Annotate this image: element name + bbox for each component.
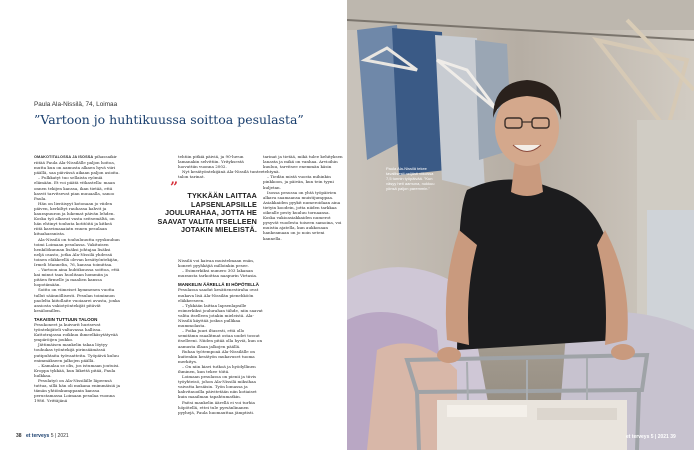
portrait-photo — [347, 0, 694, 450]
paragraph: – Poika juuri iltasesti, että ollo semitämn raaalitmat ostaa uudet tossut itselleeni. Niiden pitää olla hyviä, kun on aamusta illaan jalkojen päällä. — [178, 328, 263, 349]
paragraph: Pesulatyö on Ala-Nissilälle läpeensä tuttua, sillä hän oli mukana enimmäisiä ja tämän yhtiönkumppanin kanssa perustamassa Loimaan pesulaa vuonna 1986. Yrittäjänä — [34, 378, 120, 404]
article-column-1 — [34, 154, 120, 404]
issue-number-right: 5 | 2021 39 — [650, 434, 676, 440]
subheading: MANKELIN ÄÄRELLÄ EI HÖPÖTELLÄ — [178, 282, 259, 288]
paragraph: Isossa pesussa on yhtä työpäivien alkava saamaansa muistijumppaa. Asiakkaiden pyykit numeroidaan aina tietyin koodein, jotta niiden tarkkaa oikealle pesty kuuluu tornaansa. Koska vakioasiakkaiden numerot pysyvät vuodesta toiseen samoina, voi muistia ajatella, kun aukkosaan hankeamaan on jo noin seteni kannella. — [263, 189, 342, 241]
byline: Paula Ala-Nissilä, 74, Loimaa — [34, 101, 118, 108]
headline: ”Vartoon jo huhtikuussa soittoa pesulasta” — [34, 112, 304, 127]
paragraph: Hän on lieräisyyt kotonaan jo viiden päiven, kerkiltyt rauhassa kahvit ja kaurapuuron ja lukemat päivän lehden. Koska työ alkavat vasta seitsemältä, on hän ehtinyt touhuta kotitöitä ja kitkeä riitä kasvimaaaiatn ennen pesulaan kituaharanista. — [34, 200, 115, 237]
paragraph: – Kamalaa se olis, jos istumaan joutuisi. Kroppa tykkää, kun liikettä pitää, Paula hulkkaa. — [34, 362, 120, 378]
page-footer-right — [626, 434, 676, 440]
lead-caps: OMAKOTITALOSSA JA ISOSSA — [34, 155, 94, 159]
paragraph: Nyt kesätyöntekijänä Ala-Nissilä tuntee talon tarinat. — [178, 169, 264, 180]
paragraph: Nissilä voi kaivaa muistelmaan enän, koneet pyyhkäjiä milloinkin pesee. — [178, 258, 255, 269]
article-column-2-lower — [178, 258, 264, 415]
quote-mark-icon: ” — [170, 180, 179, 196]
page-number: 38 — [16, 433, 22, 439]
pull-quote-text: TYKKÄÄN LAITTAA LAPSENLAPSILLE JOULURAHAA, JOTTA HE SAAVAT VALITA ITSELLEEN JOTAKIN MIELEISTÄ. — [157, 191, 257, 235]
article-column-2 — [178, 154, 264, 179]
paragraph: Pesulassa saadut kesätienestiraha ovat mukava lisä Ala-Nissilän pienehköön eläkkeeseen. — [178, 287, 259, 303]
article-column-3 — [263, 154, 343, 241]
photo-caption: Paula Ala-Nissilä tekee tavallisesti neljästi viikossa 7,5 tunnin työpäivää. ”Kun väsyy heti aamuna, nukkuu yönsä paljon paremmin.” — [386, 166, 435, 191]
paragraph: – Tykkään laittaa lapsenlapsille esimerkiksi joulurahan tähde, niin saavat valita itselleen jotakin mieleistä. Ala-Nissilä käyttää joskus pullikaa mummolasta. — [178, 302, 263, 329]
paragraph: – Esimerkiksi numero 303 lakanan murausta tarkoittaa naapurin Virtasia. — [178, 268, 258, 279]
paragraph: tarinat ja tietää, mikä tulee kehityksen lanasta ja mikä on vanhaa. Arvioihin kuuluu, tarvitsee enemmän käsin tehtynä. — [263, 154, 343, 175]
paragraph: Ala-Nissilä on touhuluuutta syyskuuhun toimi Loimaan pesulassa. Vakituisen henkilökunnan lisäksi johtajaa lisäksi neljä osasto, jotka Ala-Nissilä yhdessä toinen eläkkeellä olevan kesätyöntekijän, Irmeli Mannelin, 76, kanssa toimittaa. — [34, 236, 120, 267]
paragraph: Pesukoneet ja kuivurit hurisevat työntekijäteli valtavassa hallissa. Kattotrajassa roikkuu ihmeelkäsytätyvää ympäröijen joukko. — [34, 322, 118, 343]
paragraph: – Pulkkatyt tuo sellaista ryömiä elämään. Et voi päätä vitkastella: maan onnen tekijen kanssa, ikan tietää, että kasvit tarvitsevat pian muuaalla, sanoo Paula. — [34, 175, 115, 201]
magazine-brand-right: et terveys — [626, 434, 650, 440]
paragraph: Soitto on viimeiset kymmenen vuotta tullut säännöllisesti. Pesulan toiminnon paolelta kiitollaite vuoiaarei avusta, jonka ansiosta vakiotyöntekijät pitävät kesälomillen. — [34, 287, 120, 313]
lead-paragraph: OMAKOTITALOSSA JA ISOSSA pihassaikir riitää Paula Ala-Nissilälle paljon hoitoa, mutta kun on aamusta alkaen hyvä viiri päällä, saa päivässä aikaan paljon asioita. — [34, 154, 120, 176]
magazine-brand: et terveys — [25, 433, 50, 439]
paragraph: – Tiedän mistä vuosta mihinkin pinkkoon, ja päivän, kun tein tyyni kuljetan. — [263, 174, 334, 190]
paragraph: Paitsi mankelin äärellä ei voi turhia höpötellä, ettei tule pyrsänlinanen pyyhejä, Paula huomauttaa jämptisti. — [178, 399, 255, 415]
paragraph: tehtiin pitkiä päiviä, ja 90-luvun lamanakin selvittiin. Yrityksestä luovuttiin vuonna 2002. — [178, 154, 244, 170]
issue-number: 5 | 2021 — [50, 433, 69, 439]
paragraph: Loimaan pesulassa on pienii ja tiivis työyhteisö, johon Ala-Nissilä miksihaa vaivatta kesäisin. Työn lomassa ja kahvitauoilla päivitetään niin kotiaiset kuin maailman tapahtumatkin. — [178, 374, 257, 400]
paragraph: Jättimäisen mankelin takaa löytyy touhukas työntekijä pirinsäämässä putipuhtaita työvaatteita. Työpäivä kuluu enimmäkseen jalkojen päällä. — [34, 342, 119, 363]
paragraph: – On niin kiavi tutkoä ja hyödyllinen ihminen, kun tekee töitä. — [178, 363, 256, 374]
paragraph: – Vartoon aina huhtikuussa soittoa, että kai minut taas huolitaan hommiin ja pitäen firmelle ja maalien kanssa hopotämään. — [34, 267, 120, 288]
right-page-photo — [347, 0, 694, 450]
paragraph: Ruhaa työtempoaä Ala-Nissilälle on kuitenkin kesätyön mukavuset tuoma merkitys. — [178, 348, 256, 364]
subheading: TAKAISIN TUTTUUN TALOON — [34, 316, 98, 322]
page-footer-left — [16, 433, 69, 439]
